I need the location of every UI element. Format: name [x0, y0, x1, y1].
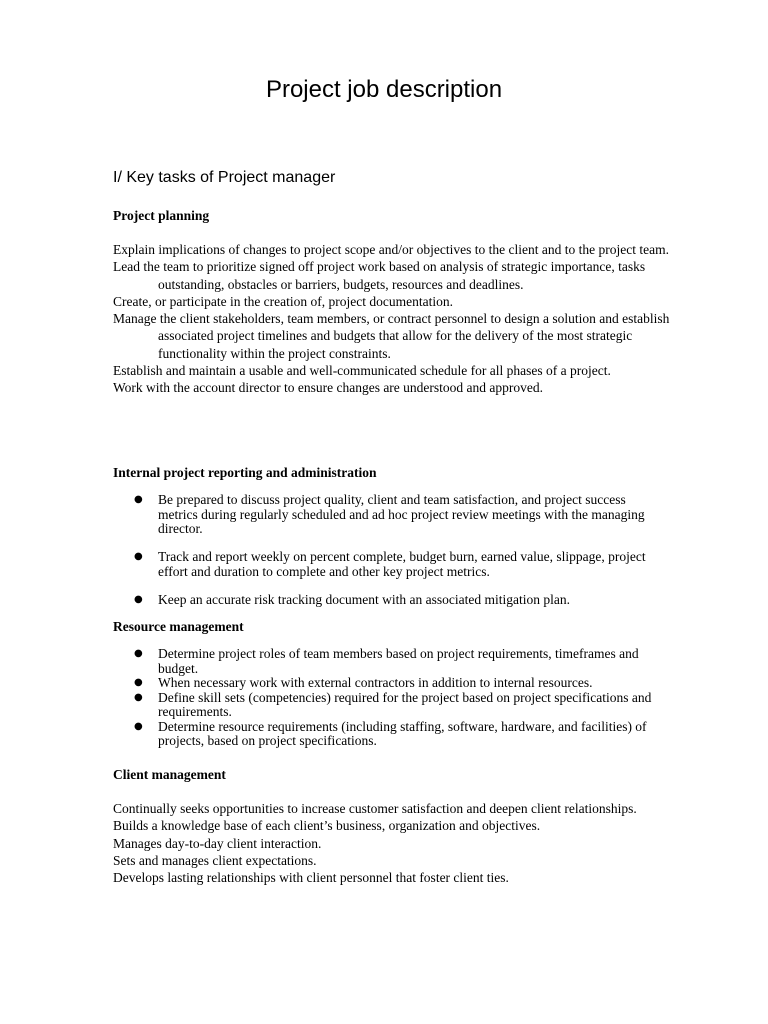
- bullet-icon: ●: [134, 691, 143, 703]
- list-item: [113, 647, 653, 676]
- list-item: [113, 493, 653, 537]
- list-item: Develops lasting relationships with client personnel that foster client ties.: [113, 870, 509, 886]
- client-management-heading: Client management: [113, 767, 226, 782]
- client-management-list: [113, 800, 673, 886]
- bullet-icon: ●: [134, 593, 143, 605]
- list-item: [113, 720, 653, 749]
- list-item: Lead the team to prioritize signed off project work based on analysis of strategic importance, tasks outstanding, obstacles or barriers, budgets, resources and deadlines.: [113, 259, 646, 292]
- internal-reporting-heading: Internal project reporting and administration: [113, 465, 377, 480]
- bullet-icon: ●: [134, 551, 143, 562]
- list-item-text: Keep an accurate risk tracking document with an associated mitigation plan.: [158, 591, 570, 607]
- bullet-icon: ●: [134, 648, 143, 659]
- bullet-icon: ●: [134, 494, 143, 505]
- list-item: [113, 691, 653, 720]
- document-title: Project job description: [265, 76, 503, 103]
- project-planning-list: [113, 241, 673, 397]
- section-heading: I/ Key tasks of Project manager: [113, 169, 336, 186]
- list-item: Continually seeks opportunities to increase customer satisfaction and deepen client relationships.: [113, 801, 637, 816]
- list-item-text: Define skill sets (competencies) required for the project based on project specifications and requirements.: [158, 689, 652, 719]
- list-item-text: Track and report weekly on percent complete, budget burn, earned value, slippage, project effort and duration to complete and other key project metrics.: [158, 549, 646, 579]
- list-item: Explain implications of changes to project scope and/or objectives to the client and to the project team.: [113, 242, 669, 257]
- list-item: Builds a knowledge base of each client’s business, organization and objectives.: [113, 818, 541, 834]
- list-item-text: Determine project roles of team members based on project requirements, timeframes and budget.: [158, 646, 639, 676]
- list-item: Create, or participate in the creation of, project documentation.: [113, 293, 453, 309]
- list-item: Manage the client stakeholders, team members, or contract personnel to design a solution and establish associated project timelines and budgets that allow for the delivery of the most strategic functionality within the project constraints.: [113, 311, 670, 361]
- bullet-icon: ●: [134, 720, 143, 732]
- list-item: Sets and manages client expectations.: [113, 852, 317, 868]
- list-item: [113, 550, 653, 579]
- list-item: Establish and maintain a usable and well-communicated schedule for all phases of a project.: [113, 363, 611, 379]
- list-item: Work with the account director to ensure changes are understood and approved.: [113, 380, 544, 396]
- resource-management-list: [113, 647, 653, 749]
- list-item-text: Determine resource requirements (including staffing, software, hardware, and facilities) of projects, based on project specifications.: [158, 718, 647, 748]
- list-item: [113, 593, 653, 608]
- bullet-icon: ●: [134, 677, 143, 688]
- list-item-text: Be prepared to discuss project quality, client and team satisfaction, and project success metrics during regularly scheduled and ad hoc project review meetings with the managing director.: [158, 492, 645, 536]
- project-planning-heading: Project planning: [113, 208, 210, 223]
- internal-reporting-list: [113, 493, 653, 607]
- list-item: Manages day-to-day client interaction.: [113, 835, 322, 851]
- resource-management-heading: Resource management: [113, 619, 244, 634]
- list-item: [113, 676, 653, 691]
- list-item-text: When necessary work with external contractors in addition to internal resources.: [158, 675, 593, 690]
